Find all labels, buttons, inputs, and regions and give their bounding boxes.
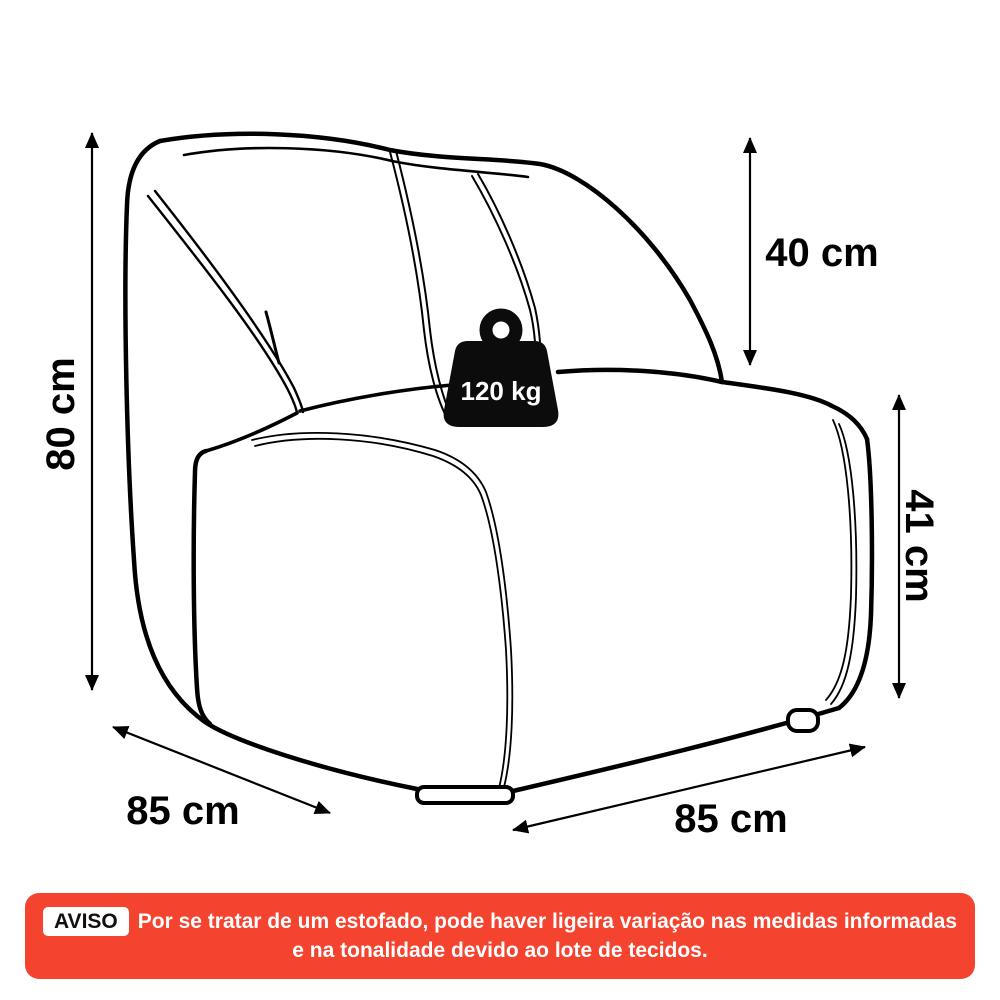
warning-line-2 <box>292 936 707 965</box>
warning-line-1 <box>43 907 957 936</box>
front-foot <box>417 787 513 803</box>
armchair-feet <box>417 710 818 803</box>
seat-line <box>558 370 867 439</box>
warning-banner <box>25 893 975 979</box>
seat-line <box>300 385 452 411</box>
backrest-top-piping <box>184 148 528 177</box>
front-panel-left-edge <box>194 451 210 724</box>
warning-text-line1: Por se tratar de um estofado, pode haver ligeira variação nas medidas informadas <box>137 910 958 933</box>
total-height-label: 80 cm <box>39 357 83 471</box>
armchair-outline <box>125 134 872 791</box>
width-label: 85 cm <box>674 797 788 841</box>
right-foot <box>788 710 818 731</box>
arm-seam-line <box>148 196 297 413</box>
seat-side-height-label: 41 cm <box>897 489 941 603</box>
weight-ring-icon <box>486 315 516 345</box>
front-panel-piping <box>252 433 512 787</box>
front-panel-top-edge <box>206 413 297 451</box>
front-panel-piping <box>255 439 507 788</box>
depth-label: 85 cm <box>126 789 240 833</box>
seat-right-piping <box>826 420 851 700</box>
weight-capacity-label: 120 kg <box>460 376 542 406</box>
backrest-seam-line <box>396 151 452 418</box>
arm-outer-edge <box>125 141 417 789</box>
warning-chip: AVISO <box>43 907 129 936</box>
backrest-height-label: 40 cm <box>765 231 879 275</box>
warning-text-line2: e na tonalidade devido ao lote de tecidos. <box>292 939 708 962</box>
backrest-top-edge <box>160 134 722 382</box>
weight-capacity-badge <box>444 315 559 427</box>
